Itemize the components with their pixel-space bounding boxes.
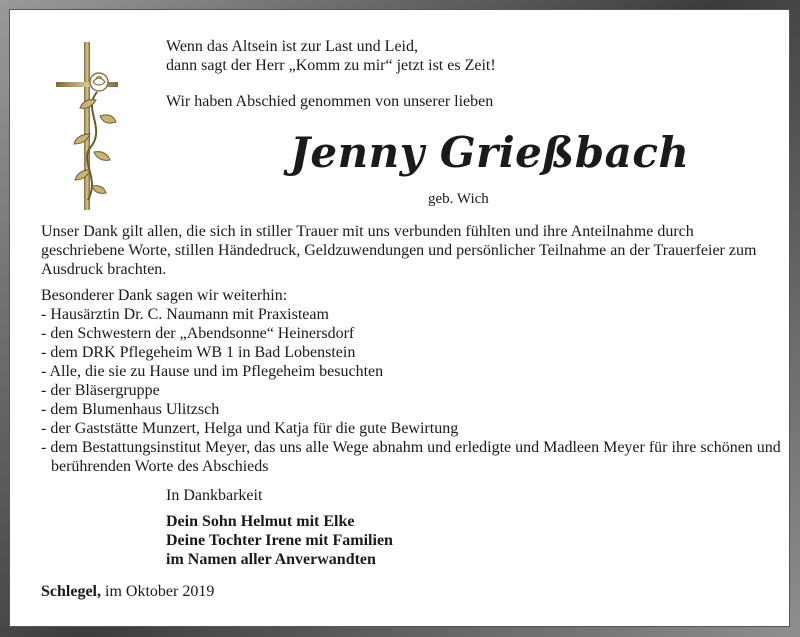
signer-line: Dein Sohn Helmut mit Elke: [166, 513, 355, 530]
signer-line: Deine Tochter Irene mit Familien: [166, 532, 393, 549]
signer-line: im Namen aller Anverwandten: [166, 551, 376, 568]
closing-phrase: In Dankbarkeit: [166, 487, 263, 504]
list-item: - der Gaststätte Munzert, Helga und Katja für die gute Bewirtung: [41, 420, 459, 437]
list-item: - der Bläsergruppe: [41, 382, 160, 399]
place-date: [41, 582, 214, 601]
special-thanks: [41, 286, 786, 476]
list-item: - dem DRK Pflegeheim WB 1 in Bad Lobenstein: [41, 344, 356, 361]
poem-line: Wenn das Altsein ist zur Last und Leid,: [166, 38, 418, 55]
date: im Oktober 2019: [101, 583, 215, 600]
cross-with-rose-icon: [52, 40, 122, 212]
deceased-name: Jenny Grießbach: [290, 128, 690, 177]
special-thanks-heading: Besonderer Dank sagen wir weiterhin:: [41, 287, 288, 304]
list-item: - Hausärztin Dr. C. Naumann mit Praxisteam: [41, 306, 329, 323]
list-item: - dem Bestattungsinstitut Meyer, das uns alle Wege abnahm und erledigte und Madleen Meyer für ihre schönen und berührenden Worte des Abschieds: [41, 439, 781, 475]
list-item: - dem Blumenhaus Ulitzsch: [41, 401, 220, 418]
place: Schlegel,: [41, 583, 101, 600]
signers: [166, 512, 393, 569]
intro-text: Wir haben Abschied genommen von unserer lieben: [166, 93, 494, 110]
list-item: - den Schwestern der „Abendsonne“ Heinersdorf: [41, 325, 355, 342]
poem: [166, 37, 496, 75]
special-thanks-list: [41, 305, 786, 476]
thanks-paragraph: Unser Dank gilt allen, die sich in stiller Trauer mit uns verbunden fühlten und ihre Anteilnahme durch geschriebene Worte, stillen Händedruck, Geldzuwendungen und persönlicher Teilnahme an der Trauerfeier zum Ausdruck brachten.: [41, 223, 757, 278]
obituary-notice: [9, 9, 790, 627]
poem-line: dann sagt der Herr „Komm zu mir“ jetzt ist es Zeit!: [166, 57, 496, 74]
birth-name: geb. Wich: [428, 191, 489, 207]
list-item: - Alle, die sie zu Hause und im Pflegeheim besuchten: [41, 363, 384, 380]
